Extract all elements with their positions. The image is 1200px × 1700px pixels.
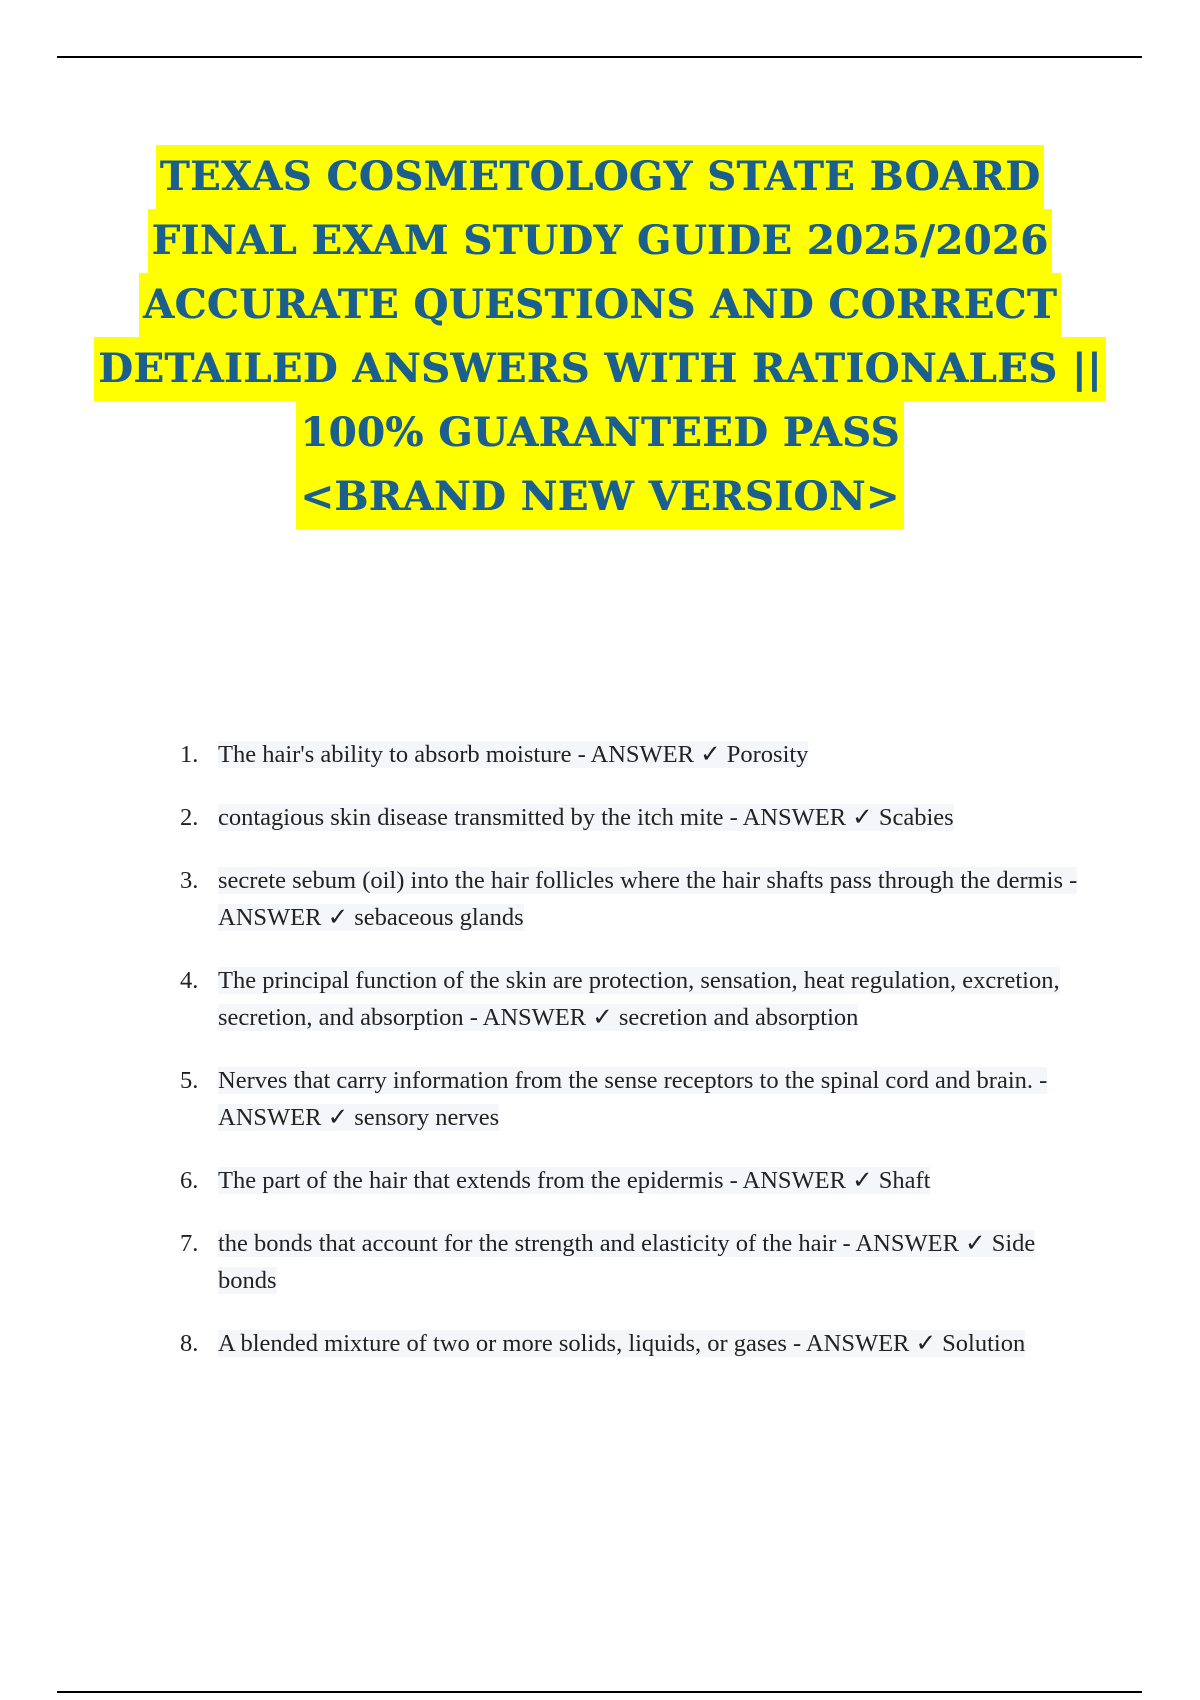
item-text: A blended mixture of two or more solids, liquids, or gases - ANSWER ✓ Solution [218,1330,1026,1357]
item-text: The part of the hair that extends from the epidermis - ANSWER ✓ Shaft [218,1167,931,1194]
item-text: Nerves that carry information from the sense receptors to the spinal cord and brain. - ANSWER ✓ sensory nerves [218,1067,1048,1131]
list-item [0,1062,1200,1136]
item-text: The hair's ability to absorb moisture - ANSWER ✓ Porosity [218,741,809,768]
title-line-3: ACCURATE QUESTIONS AND CORRECT [139,273,1061,337]
item-number: 4. [180,967,199,994]
list-item [0,1225,1200,1299]
list-item [0,962,1200,1036]
question-list [0,736,1200,1388]
item-number: 5. [180,1067,199,1094]
item-text: secrete sebum (oil) into the hair follicles where the hair shafts pass through the dermis - ANSWER ✓ sebaceous glands [218,867,1078,931]
title-line-1: TEXAS COSMETOLOGY STATE BOARD [156,145,1045,209]
list-item [0,799,1200,836]
title-line-2: FINAL EXAM STUDY GUIDE 2025/2026 [148,209,1053,273]
bottom-rule [57,1691,1142,1693]
item-number: 2. [180,804,199,831]
top-rule [57,56,1142,58]
item-number: 7. [180,1230,199,1257]
list-item [0,1162,1200,1199]
list-item [0,862,1200,936]
item-text: The principal function of the skin are protection, sensation, heat regulation, excretion, secretion, and absorption - ANSWER ✓ secretion and absorption [218,967,1060,1031]
item-number: 6. [180,1167,199,1194]
title-line-5: 100% GUARANTEED PASS [296,401,904,465]
item-number: 8. [180,1330,199,1357]
list-item [0,736,1200,773]
list-item [0,1325,1200,1362]
item-text: the bonds that account for the strength and elasticity of the hair - ANSWER ✓ Side bonds [218,1230,1036,1294]
title-line-4: DETAILED ANSWERS WITH RATIONALES || [94,337,1106,401]
document-title [0,145,1200,529]
item-number: 3. [180,867,199,894]
item-number: 1. [180,741,199,768]
title-line-6: <BRAND NEW VERSION> [296,465,903,529]
item-text: contagious skin disease transmitted by the itch mite - ANSWER ✓ Scabies [218,804,954,831]
